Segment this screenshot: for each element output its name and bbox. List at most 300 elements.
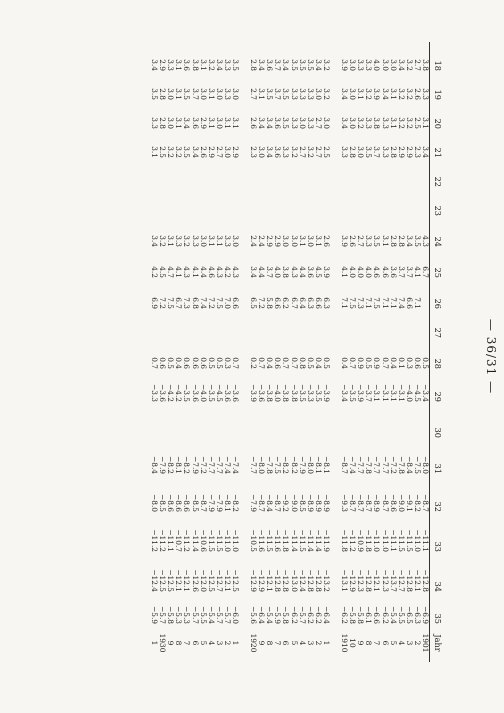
value-cell: 3.3 xyxy=(421,88,430,100)
value-cell: −8.6 xyxy=(388,494,398,512)
value-cell: 3.0 xyxy=(257,146,267,158)
value-cell: −11.5 xyxy=(214,529,224,552)
value-cell: −5.6 xyxy=(249,606,259,624)
value-cell: 3.5 xyxy=(297,59,307,71)
value-cell: 3.6 xyxy=(182,59,192,71)
value-cell: −11.8 xyxy=(364,529,374,552)
value-cell xyxy=(298,187,306,216)
value-cell: −3.7 xyxy=(364,384,374,402)
value-cell: 0.7 xyxy=(150,357,160,369)
value-cell: −12.8 xyxy=(305,569,315,592)
value-cell: 3.5 xyxy=(281,88,291,100)
table-row xyxy=(298,42,306,662)
value-cell: 3.6 xyxy=(273,146,283,158)
value-cell xyxy=(215,187,223,216)
value-cell: −11.5 xyxy=(206,529,216,552)
value-cell: 3.6 xyxy=(388,266,398,278)
value-cell: 4.3 xyxy=(214,266,224,278)
value-cell xyxy=(150,309,158,338)
value-cell xyxy=(182,402,190,438)
value-cell: −7.7 xyxy=(214,456,224,474)
value-cell xyxy=(322,402,330,438)
value-cell: −12.9 xyxy=(257,569,267,592)
value-cell: −11.0 xyxy=(231,529,241,552)
value-cell: −8.4 xyxy=(404,456,414,474)
value-cell xyxy=(298,158,306,187)
value-cell: 3.0 xyxy=(198,88,208,100)
value-cell xyxy=(158,158,166,187)
value-cell: −11.0 xyxy=(412,529,422,552)
value-cell: 0.7 xyxy=(231,357,241,369)
value-cell: 3.0 xyxy=(214,117,224,129)
value-cell: 4.3 xyxy=(231,266,241,278)
value-cell: 3.7 xyxy=(404,266,414,278)
table-row xyxy=(380,42,388,662)
value-cell: −11.9 xyxy=(321,529,331,552)
table-row xyxy=(158,42,166,662)
value-cell xyxy=(207,309,215,338)
value-cell: 2.7 xyxy=(297,146,307,158)
value-cell: −9.0 xyxy=(396,494,406,512)
value-cell xyxy=(290,309,298,338)
value-cell: −11.4 xyxy=(313,529,323,552)
value-cell xyxy=(421,158,430,187)
table-row xyxy=(273,42,281,662)
value-cell: 0.3 xyxy=(404,357,414,369)
value-cell: 2.9 xyxy=(273,235,283,247)
value-cell xyxy=(405,187,413,216)
value-cell: 6.9 xyxy=(150,297,160,309)
value-cell xyxy=(421,402,430,438)
value-cell: −7.9 xyxy=(214,494,224,512)
value-cell: 7.2 xyxy=(257,297,267,309)
value-cell: 3.0 xyxy=(356,146,366,158)
year-cell: 1930 xyxy=(158,633,168,653)
value-cell: 0.5 xyxy=(421,357,430,369)
value-cell: 4.7 xyxy=(166,266,176,278)
value-cell: 6.6 xyxy=(404,297,414,309)
value-cell: 3.5 xyxy=(412,235,422,247)
year-cell: 8 xyxy=(265,640,275,646)
value-cell: 6.7 xyxy=(174,297,184,309)
table-row xyxy=(281,42,289,662)
value-cell: −3.4 xyxy=(421,384,430,402)
value-cell xyxy=(207,402,215,438)
table-row xyxy=(306,42,314,662)
value-cell: −11.6 xyxy=(273,529,283,552)
value-cell xyxy=(174,187,182,216)
value-cell xyxy=(150,187,158,216)
value-cell: 0.5 xyxy=(206,357,216,369)
value-cell xyxy=(340,187,348,216)
value-cell: 7.4 xyxy=(198,297,208,309)
value-cell: −11.1 xyxy=(421,529,430,552)
value-cell: 3.6 xyxy=(273,117,283,129)
value-cell: 4.2 xyxy=(150,266,160,278)
value-cell: 6.3 xyxy=(321,297,331,309)
value-cell xyxy=(364,158,372,187)
table-row xyxy=(397,42,405,662)
value-cell: −12.9 xyxy=(348,569,358,592)
value-cell: 3.0 xyxy=(166,117,176,129)
year-cell: 2 xyxy=(222,640,232,646)
value-cell: 3.1 xyxy=(231,117,241,129)
table-row xyxy=(174,42,182,662)
value-cell: −11.4 xyxy=(289,529,299,552)
table-row xyxy=(413,42,421,662)
value-cell xyxy=(257,187,265,216)
value-cell: 0.4 xyxy=(174,357,184,369)
value-cell: 2.8 xyxy=(249,59,259,71)
value-cell: 3.2 xyxy=(396,117,406,129)
value-cell: 2.4 xyxy=(257,235,267,247)
value-cell xyxy=(257,309,265,338)
value-cell: 3.1 xyxy=(313,235,323,247)
value-cell: −3.1 xyxy=(396,384,406,402)
value-cell: 6.6 xyxy=(231,297,241,309)
value-cell: −4.0 xyxy=(198,384,208,402)
value-cell: 2.7 xyxy=(412,59,422,71)
value-cell: −11.5 xyxy=(404,529,414,552)
value-cell xyxy=(158,187,166,216)
value-cell: 7.2 xyxy=(158,297,168,309)
value-cell xyxy=(413,402,421,438)
group-spacer xyxy=(239,42,249,662)
value-cell: 3.0 xyxy=(388,59,398,71)
value-cell: −12.4 xyxy=(297,569,307,592)
value-cell: 3.1 xyxy=(388,117,398,129)
value-cell: −3.8 xyxy=(289,384,299,402)
value-cell: −8.9 xyxy=(372,494,382,512)
value-cell: 3.3 xyxy=(297,88,307,100)
value-cell: 3.3 xyxy=(364,117,374,129)
value-cell: −12.1 xyxy=(412,569,422,592)
value-cell: −8.4 xyxy=(150,456,160,474)
value-cell: −7.4 xyxy=(222,456,232,474)
column-header: 32 xyxy=(430,474,447,512)
value-cell xyxy=(389,402,397,438)
value-cell: 4.6 xyxy=(372,266,382,278)
year-cell: 1910 xyxy=(340,633,350,653)
value-cell: −5.8 xyxy=(166,606,176,624)
value-cell: −8.6 xyxy=(182,494,192,512)
value-cell: 7.1 xyxy=(412,297,422,309)
value-cell xyxy=(348,158,356,187)
value-cell: 6.3 xyxy=(305,297,315,309)
value-cell: 2.9 xyxy=(396,146,406,158)
table-row xyxy=(182,42,190,662)
value-cell xyxy=(150,402,158,438)
value-cell: −8.2 xyxy=(412,494,422,512)
value-cell: 2.7 xyxy=(313,146,323,158)
value-cell: 3.5 xyxy=(182,146,192,158)
table-row xyxy=(249,42,257,662)
value-cell: 4.5 xyxy=(313,266,323,278)
value-cell: 3.4 xyxy=(265,146,275,158)
year-cell: 9 xyxy=(257,640,267,646)
value-cell: 2.8 xyxy=(158,88,168,100)
value-cell: −6.2 xyxy=(313,606,323,624)
value-cell: −7.7 xyxy=(356,456,366,474)
value-cell: −6.0 xyxy=(231,606,241,624)
value-cell: −6.6 xyxy=(372,606,382,624)
value-cell: 2.6 xyxy=(249,117,259,129)
value-cell xyxy=(265,158,273,187)
value-cell: −8.0 xyxy=(257,456,267,474)
value-cell: 3.6 xyxy=(305,266,315,278)
value-cell: 0.9 xyxy=(372,357,382,369)
value-cell: 3.9 xyxy=(321,266,331,278)
value-cell: 0.6 xyxy=(158,357,168,369)
value-cell: 6.2 xyxy=(281,297,291,309)
value-cell: −5.4 xyxy=(206,606,216,624)
value-cell: −5.7 xyxy=(214,606,224,624)
value-cell: 0.7 xyxy=(281,357,291,369)
value-cell: 3.5 xyxy=(231,59,241,71)
value-cell: −3.6 xyxy=(257,384,267,402)
value-cell: −4.2 xyxy=(166,384,176,402)
column-header: 28 xyxy=(430,338,447,369)
value-cell: 3.3 xyxy=(222,88,232,100)
value-cell: 4.1 xyxy=(174,266,184,278)
value-cell: 3.9 xyxy=(340,235,350,247)
value-cell: −3.6 xyxy=(231,384,241,402)
table-row xyxy=(215,42,223,662)
value-cell: 3.1 xyxy=(174,88,184,100)
value-cell xyxy=(397,187,405,216)
value-cell: −8.6 xyxy=(166,494,176,512)
value-cell: 7.2 xyxy=(206,297,216,309)
year-cell: 7 xyxy=(182,640,192,646)
value-cell xyxy=(231,187,239,216)
value-cell: 6.7 xyxy=(289,297,299,309)
value-cell: 3.0 xyxy=(305,235,315,247)
value-cell: 3.4 xyxy=(396,59,406,71)
value-cell xyxy=(231,402,239,438)
value-cell: 3.5 xyxy=(150,88,160,100)
value-cell: −12.8 xyxy=(281,569,291,592)
value-cell: 2.8 xyxy=(388,235,398,247)
value-cell: 3.3 xyxy=(356,59,366,71)
value-cell xyxy=(356,158,364,187)
value-cell: 0.7 xyxy=(348,357,358,369)
value-cell: −11.6 xyxy=(257,529,267,552)
value-cell: 3.0 xyxy=(166,88,176,100)
value-cell: 3.4 xyxy=(421,146,430,158)
value-cell: −11.0 xyxy=(372,529,382,552)
value-cell: 3.3 xyxy=(305,88,315,100)
value-cell: −12.7 xyxy=(214,569,224,592)
value-cell: 0.6 xyxy=(182,357,192,369)
value-cell: −7.9 xyxy=(190,456,200,474)
value-cell: −12.8 xyxy=(404,569,414,592)
value-cell xyxy=(348,309,356,338)
value-cell xyxy=(207,187,215,216)
value-cell: 2.7 xyxy=(356,235,366,247)
value-cell: 0.7 xyxy=(257,357,267,369)
value-cell xyxy=(215,402,223,438)
column-header: 31 xyxy=(430,438,447,474)
value-cell: −8.5 xyxy=(190,494,200,512)
value-cell xyxy=(298,309,306,338)
value-cell: −3.5 xyxy=(313,384,323,402)
value-cell: −3.5 xyxy=(206,384,216,402)
value-cell: 4.3 xyxy=(182,266,192,278)
value-cell: −6.2 xyxy=(289,606,299,624)
value-cell: −3.6 xyxy=(158,384,168,402)
value-cell: −11.2 xyxy=(158,529,168,552)
year-cell: 4 xyxy=(297,640,307,646)
value-cell: 3.4 xyxy=(182,117,192,129)
value-cell: −5.7 xyxy=(297,606,307,624)
value-cell: −10.5 xyxy=(249,529,259,552)
value-cell xyxy=(199,309,207,338)
value-cell: −12.1 xyxy=(182,569,192,592)
value-cell: 7.1 xyxy=(388,297,398,309)
value-cell: −13.7 xyxy=(388,569,398,592)
table-row xyxy=(207,42,215,662)
value-cell: −13.1 xyxy=(340,569,350,592)
value-cell: −12.0 xyxy=(198,569,208,592)
value-cell xyxy=(364,187,372,216)
value-cell: −8.7 xyxy=(340,456,350,474)
value-cell: −13.0 xyxy=(289,569,299,592)
value-cell: −8.7 xyxy=(348,494,358,512)
value-cell: 3.2 xyxy=(289,146,299,158)
value-cell xyxy=(380,158,388,187)
value-cell: 3.4 xyxy=(150,235,160,247)
column-header: 21 xyxy=(430,129,447,158)
value-cell: 0.6 xyxy=(198,357,208,369)
column-header: 33 xyxy=(430,512,447,552)
value-cell: 4.5 xyxy=(158,266,168,278)
year-cell: 8 xyxy=(364,640,374,646)
value-cell: −8.9 xyxy=(321,494,331,512)
table-row xyxy=(199,42,207,662)
value-cell: −12.3 xyxy=(380,569,390,592)
column-header-year: Jahr xyxy=(430,624,447,662)
value-cell: −8.2 xyxy=(289,456,299,474)
value-cell: 0.4 xyxy=(340,357,350,369)
value-cell: 3.4 xyxy=(404,235,414,247)
value-cell xyxy=(380,187,388,216)
year-cell: 3 xyxy=(404,640,414,646)
year-cell: 6 xyxy=(281,640,291,646)
value-cell: −13.2 xyxy=(321,569,331,592)
value-cell: −7.2 xyxy=(198,456,208,474)
value-cell: 0.3 xyxy=(222,357,232,369)
year-cell: 4 xyxy=(206,640,216,646)
value-cell: −8.7 xyxy=(257,494,267,512)
value-cell: −12.8 xyxy=(313,569,323,592)
value-cell: −7.9 xyxy=(249,494,259,512)
value-cell: 3.5 xyxy=(281,117,291,129)
value-cell: 4.2 xyxy=(222,266,232,278)
value-cell: 2.8 xyxy=(396,235,406,247)
value-cell: −11.2 xyxy=(348,529,358,552)
table-row xyxy=(265,42,273,662)
value-cell xyxy=(166,187,174,216)
table-row xyxy=(257,42,265,662)
page-number: — 36/31 — xyxy=(484,318,498,395)
value-cell: 3.0 xyxy=(348,59,358,71)
value-cell xyxy=(223,187,231,216)
value-cell: 2.5 xyxy=(321,146,331,158)
group-spacer xyxy=(330,42,340,662)
value-cell: 3.1 xyxy=(198,59,208,71)
value-cell: 0.5 xyxy=(166,357,176,369)
value-cell: −8.6 xyxy=(174,494,184,512)
value-cell: −8.7 xyxy=(198,494,208,512)
value-cell: 3.4 xyxy=(257,59,267,71)
value-cell: −7.8 xyxy=(396,456,406,474)
year-cell: 5 xyxy=(289,640,299,646)
value-cell xyxy=(389,158,397,187)
data-table xyxy=(150,42,446,662)
value-cell: −11.8 xyxy=(281,529,291,552)
value-cell xyxy=(158,309,166,338)
value-cell xyxy=(150,158,158,187)
value-cell: −8.0 xyxy=(421,456,430,474)
value-cell: 3.1 xyxy=(150,146,160,158)
value-cell xyxy=(380,309,388,338)
value-cell xyxy=(314,402,322,438)
value-cell: −8.2 xyxy=(231,494,241,512)
value-cell: −5.5 xyxy=(198,606,208,624)
value-cell: −5.4 xyxy=(265,606,275,624)
value-cell: −9.1 xyxy=(404,494,414,512)
value-cell: 7.3 xyxy=(356,297,366,309)
value-cell: −10.7 xyxy=(174,529,184,552)
value-cell: 7.1 xyxy=(340,297,350,309)
value-cell xyxy=(273,187,281,216)
value-cell xyxy=(265,402,273,438)
value-cell xyxy=(364,309,372,338)
value-cell: 6.5 xyxy=(249,297,259,309)
value-cell xyxy=(397,158,405,187)
value-cell: 0.5 xyxy=(321,357,331,369)
value-cell xyxy=(372,309,380,338)
value-cell xyxy=(215,309,223,338)
value-cell xyxy=(421,278,430,309)
value-cell: 7.5 xyxy=(348,297,358,309)
value-cell: 3.1 xyxy=(214,235,224,247)
table-row xyxy=(290,42,298,662)
value-cell: −8.7 xyxy=(273,494,283,512)
value-cell xyxy=(389,309,397,338)
value-cell: −7.9 xyxy=(158,456,168,474)
value-cell: 2.6 xyxy=(412,88,422,100)
value-cell xyxy=(397,402,405,438)
value-cell: −6.4 xyxy=(257,606,267,624)
value-cell xyxy=(207,158,215,187)
value-cell xyxy=(298,402,306,438)
year-cell: 1 xyxy=(321,640,331,646)
value-cell: 2.7 xyxy=(249,88,259,100)
value-cell: −7.4 xyxy=(348,456,358,474)
value-cell: 3.4 xyxy=(190,146,200,158)
value-cell: −5.5 xyxy=(396,606,406,624)
value-cell: 2.9 xyxy=(206,146,216,158)
value-cell: −3.9 xyxy=(356,384,366,402)
value-cell: −3.3 xyxy=(150,384,160,402)
table-row xyxy=(348,42,356,662)
value-cell: −12.1 xyxy=(222,569,232,592)
value-cell: −5.9 xyxy=(273,606,283,624)
value-cell: 0.5 xyxy=(214,357,224,369)
value-cell: 3.0 xyxy=(214,88,224,100)
value-cell: −3.9 xyxy=(321,384,331,402)
